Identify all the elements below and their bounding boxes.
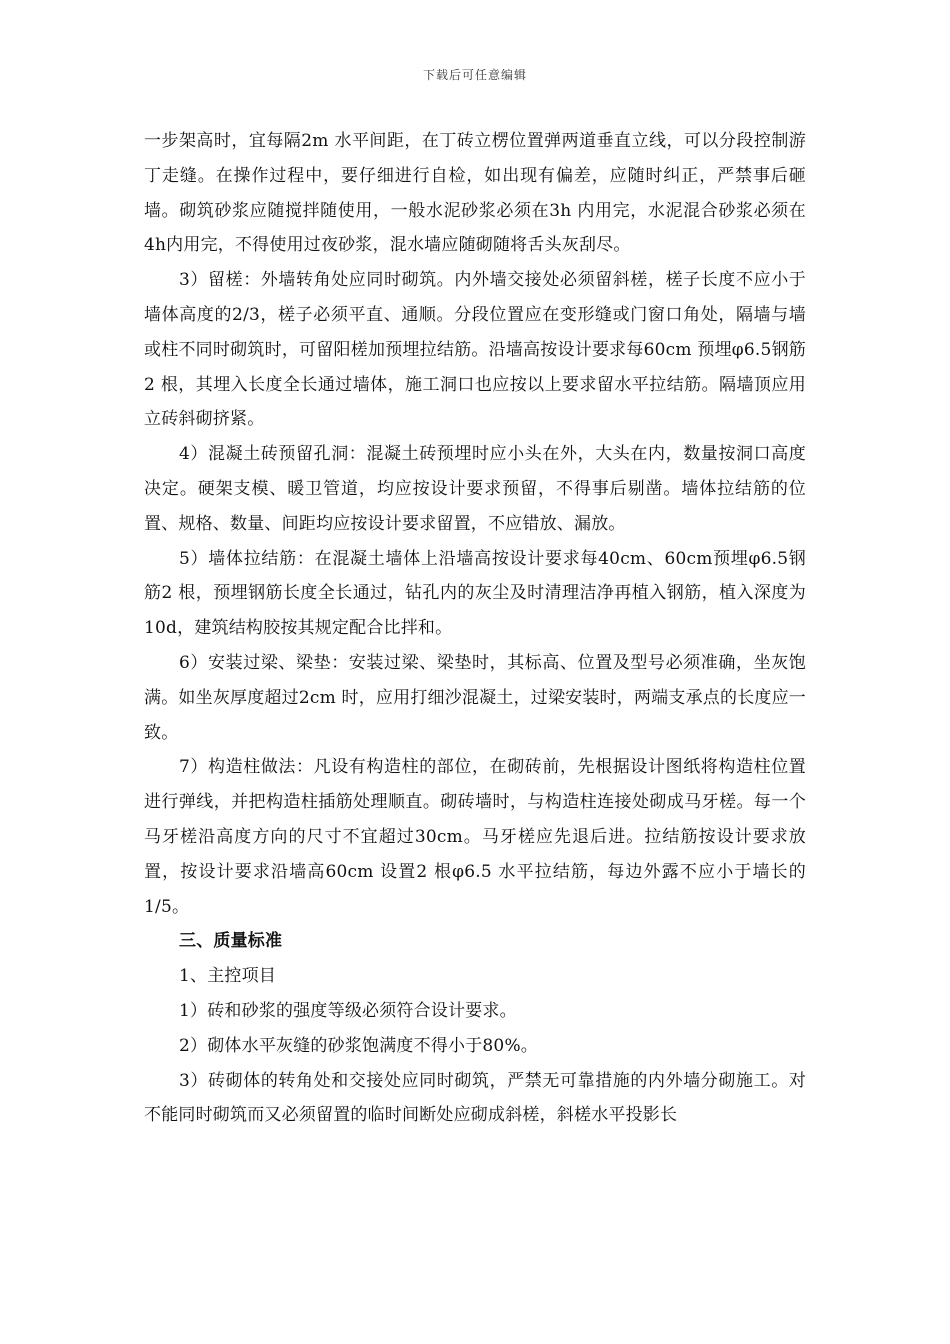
paragraph-item-7: 7）构造柱做法：凡设有构造柱的部位，在砌砖前，先根据设计图纸将构造柱位置进行弹线，并把构造柱插筋处理顺直。砌砖墙时，与构造柱连接处砌成马牙槎。每一个马牙槎沿高度方向的尺寸不宜超过30cm。马牙槎应先退后进。拉结筋按设计要求放置，按设计要求沿墙高60cm 设置2 根φ6.5 水平拉结筋，每边外露不应小于墙长的1/5。 [144, 757, 806, 917]
paragraph-item-4: 4）混凝土砖预留孔洞：混凝土砖预埋时应小头在外，大头在内，数量按洞口高度决定。硬架支模、暖卫管道，均应按设计要求预留，不得事后剔凿。墙体拉结筋的位置、规格、数量、间距均应按设计要求留置，不应错放、漏放。 [144, 444, 806, 534]
quality-item-1: 1）砖和砂浆的强度等级必须符合设计要求。 [179, 1000, 517, 1021]
page-header: 下载后可任意编辑 [422, 68, 527, 82]
quality-item-3: 3）砖砌体的转角处和交接处应同时砌筑，严禁无可靠措施的内外墙分砌施工。对不能同时砌筑而又必须留置的临时间断处应砌成斜槎，斜槎水平投影长 [144, 1070, 806, 1126]
paragraph-continuation: 一步架高时，宜每隔2m 水平间距，在丁砖立楞位置弹两道垂直立线，可以分段控制游丁走缝。在操作过程中，要仔细进行自检，如出现有偏差，应随时纠正，严禁事后砸墙。砌筑砂浆应随搅拌随使用，一般水泥砂浆必须在3h 内用完，水泥混合砂浆必须在4h内用完，不得使用过夜砂浆，混水墙应随砌随将舌头灰刮尽。 [144, 131, 806, 256]
subsection-title: 1、主控项目 [179, 966, 277, 987]
document-body [144, 124, 806, 1133]
paragraph-item-6: 6）安装过梁、梁垫：安装过梁、梁垫时，其标高、位置及型号必须准确，坐灰饱满。如坐灰厚度超过2cm 时，应用打细沙混凝土，过梁安装时，两端支承点的长度应一致。 [144, 652, 806, 743]
paragraph-item-3: 3）留槎：外墙转角处应同时砌筑。内外墙交接处必须留斜槎，槎子长度不应小于墙体高度的2/3，槎子必须平直、通顺。分段位置应在变形缝或门窗口角处，隔墙与墙或柱不同时砌筑时，可留阳槎加预埋拉结筋。沿墙高按设计要求每60cm 预埋φ6.5钢筋2 根，其埋入长度全长通过墙体，施工洞口也应按以上要求留水平拉结筋。隔墙顶应用立砖斜砌挤紧。 [144, 270, 806, 430]
section-title: 三、质量标准 [179, 931, 283, 952]
quality-item-2: 2）砌体水平灰缝的砂浆饱满度不得小于80%。 [179, 1035, 539, 1056]
paragraph-item-5: 5）墙体拉结筋：在混凝土墙体上沿墙高按设计要求每40cm、60cm预埋φ6.5钢筋2 根，预埋钢筋长度全长通过，钻孔内的灰尘及时清理洁净再植入钢筋，植入深度为10d，建筑结构胶按其规定配合比拌和。 [144, 548, 806, 639]
